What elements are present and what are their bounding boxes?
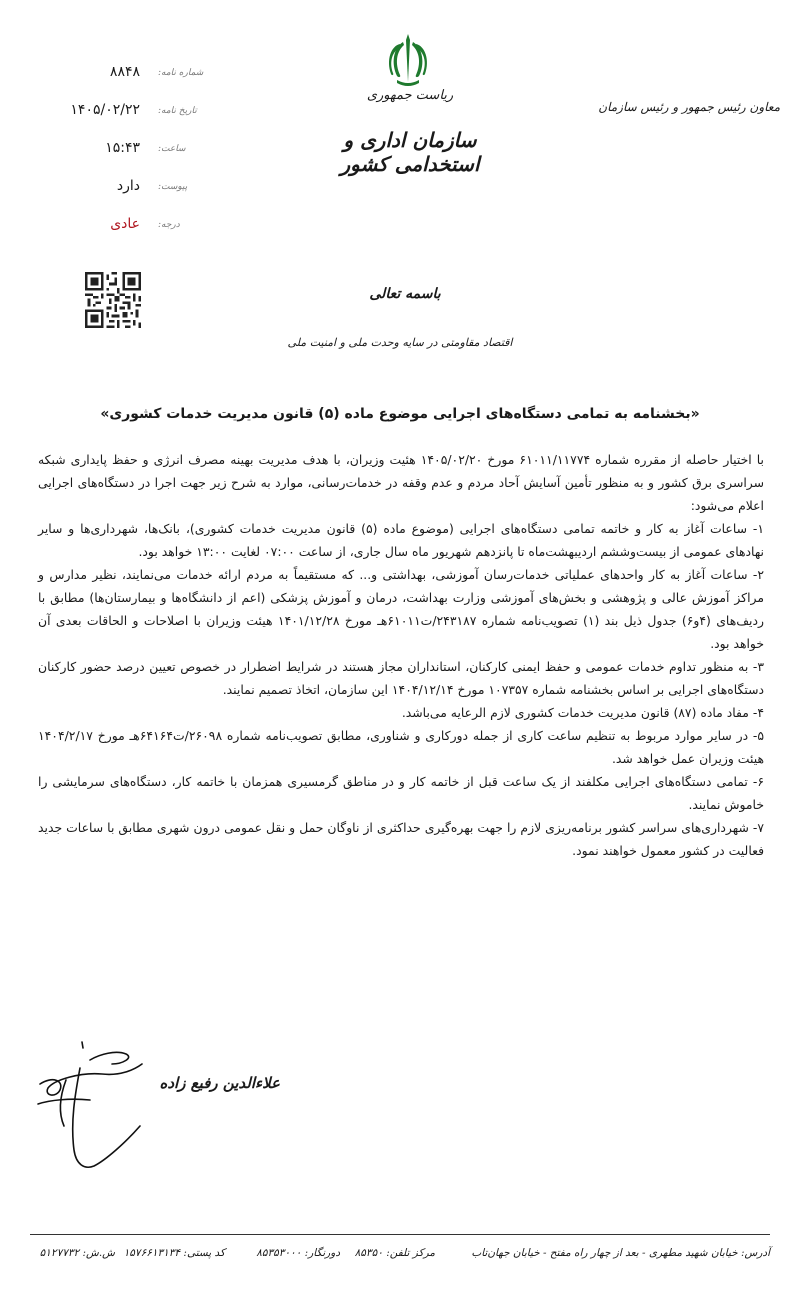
body-paragraph-item-3: ۳- به منظور تداوم خدمات عمومی و حفظ ایمنی کارکنان، استانداران مجاز هستند در شرایط اضطرار در خصوص تعیین درصد حضور کارکنان دستگاه‌های اجرایی بر اساس بخشنامه شماره ۱۰۷۳۵۷ مورخ ۱۴۰۴/۱۲/۱۴ این سازمان، اتخاذ تصمیم نمایند.	[38, 659, 764, 697]
meta-label: تاریخ نامه:	[158, 106, 197, 116]
letter-footer	[30, 1243, 770, 1267]
letter-metadata	[40, 60, 204, 250]
footer-info-center: مرکز تلفن: ۸۵۳۵۰	[354, 1247, 435, 1259]
letter-time: ۱۵:۴۳	[105, 140, 140, 156]
footer-fax: دورنگار: ۸۵۳۵۳۰۰۰	[256, 1247, 340, 1259]
meta-row-priority	[40, 212, 180, 250]
iran-emblem-icon	[383, 30, 433, 90]
body-paragraph-item-6: ۶- تمامی دستگاه‌های اجرایی مکلفند از یک ساعت قبل از خاتمه کار و در مناطق گرمسیری همزمان با خاتمه کار، دستگاه‌های سرمایشی را خاموش نمایند.	[38, 774, 764, 812]
slogan: اقتصاد مقاومتی در سایه وحدت ملی و امنیت ملی	[287, 336, 513, 349]
meta-label: شماره نامه:	[158, 68, 204, 78]
letter-priority: عادی	[110, 216, 140, 232]
letter-body	[38, 448, 764, 862]
meta-row-time	[40, 136, 186, 174]
body-paragraph-item-2: ۲- ساعات آغاز به کار واحدهای عملیاتی خدمات‌رسان آموزشی، بهداشتی و... که مستقیماً به مردم ارائه خدمات می‌نمایند، نظیر مدارس و مراکز آموزش عالی و پژوهشی و بخش‌های آموزشی وزارت بهداشت، درمان و آموزش پزشکی (اعم از دانشگاه‌ها و بیمارستان‌ها) مطابق با ردیف‌های (۴و۶) جدول ذیل بند (۱) تصویب‌نامه شماره ۲۴۳۱۸۷/ت۶۱۰۱۱هـ مورخ ۱۴۰۱/۱۲/۲۸ هیئت وزیران با اصلاحات و الحاقات بعدی آن خواهد بود.	[38, 567, 765, 651]
letter-attachment: دارد	[116, 178, 140, 194]
letter-date: ۱۴۰۵/۰۲/۲۲	[70, 102, 140, 118]
circular-title: «بخشنامه به تمامی دستگاه‌های اجرایی موضوع ماده (۵) قانون مدیریت خدمات کشوری»	[100, 406, 700, 422]
invocation: باسمه تعالی	[369, 286, 441, 302]
footer-postal-code: کد پستی: ۱۵۷۶۶۱۳۱۳۴	[123, 1247, 225, 1259]
footer-address: آدرس: خیابان شهید مطهری - بعد از چهار راه مفتح - خیابان جهان‌تاب	[471, 1247, 770, 1259]
body-paragraph-intro: با اختیار حاصله از مقرره شماره ۶۱۰۱۱/۱۱۷۷۴ مورخ ۱۴۰۵/۰۲/۲۰ هئیت وزیران، با هدف مدیریت بهینه مصرف انرژی و حفظ پایداری شبکه سراسری برق کشور و به منظور تأمین آسایش آحاد مردم و عدم وقفه در خدمات‌رسانی، موارد به شرح زیر جهت اجرا در دستگاه‌های اجرایی اعلام می‌شود:	[38, 452, 765, 513]
org-name: سازمان اداری و استخدامی کشور	[340, 128, 480, 176]
body-paragraph-item-4: ۴- مفاد ماده (۸۷) قانون مدیریت خدمات کشوری لازم الرعایه می‌باشد.	[401, 705, 764, 720]
footer-divider	[30, 1234, 770, 1235]
signatory-name: علاءالدین رفیع زاده	[159, 1074, 280, 1092]
meta-row-attachment	[40, 174, 188, 212]
letter-number: ۸۸۴۸	[109, 64, 140, 80]
meta-label: درجه:	[158, 220, 180, 230]
body-paragraph-item-7: ۷- شهرداری‌های سراسر کشور برنامه‌ریزی لازم را جهت بهره‌گیری حداکثری از ناوگان حمل و نقل عمومی درون شهری مطابق با ساعات جدید فعالیت در کشور معمول خواهند نمود.	[38, 820, 764, 858]
org-subtitle: ریاست جمهوری	[366, 88, 454, 103]
footer-national-id: ش.ش: ۵۱۲۷۷۳۲	[39, 1247, 115, 1259]
meta-row-date	[40, 98, 197, 136]
meta-label: پیوست:	[158, 182, 188, 192]
deputy-title: معاون رئیس جمهور و رئیس سازمان	[598, 100, 780, 114]
handwritten-signature	[30, 1040, 170, 1190]
meta-row-number	[40, 60, 204, 98]
body-paragraph-item-1: ۱- ساعات آغاز به کار و خاتمه تمامی دستگاه‌های اجرایی (موضوع ماده (۵) قانون مدیریت خدمات کشوری)، بانک‌ها، شهرداری‌ها و سایر نهادهای عمومی از بیست‌وششم اردیبهشت‌ماه تا پانزدهم شهریور ماه سال جاری، از ساعت ۰۷:۰۰ لغایت ۱۳:۰۰ خواهد بود.	[38, 521, 764, 559]
qr-code-icon	[85, 272, 141, 328]
meta-label: ساعت:	[158, 144, 186, 154]
body-paragraph-item-5: ۵- در سایر موارد مربوط به تنظیم ساعت کاری از جمله دورکاری و شناوری، مطابق تصویب‌نامه شماره ۲۶۰۹۸/ت۶۴۱۶۴هـ مورخ ۱۴۰۴/۲/۱۷ هیئت وزیران عمل خواهد شد.	[38, 728, 765, 766]
